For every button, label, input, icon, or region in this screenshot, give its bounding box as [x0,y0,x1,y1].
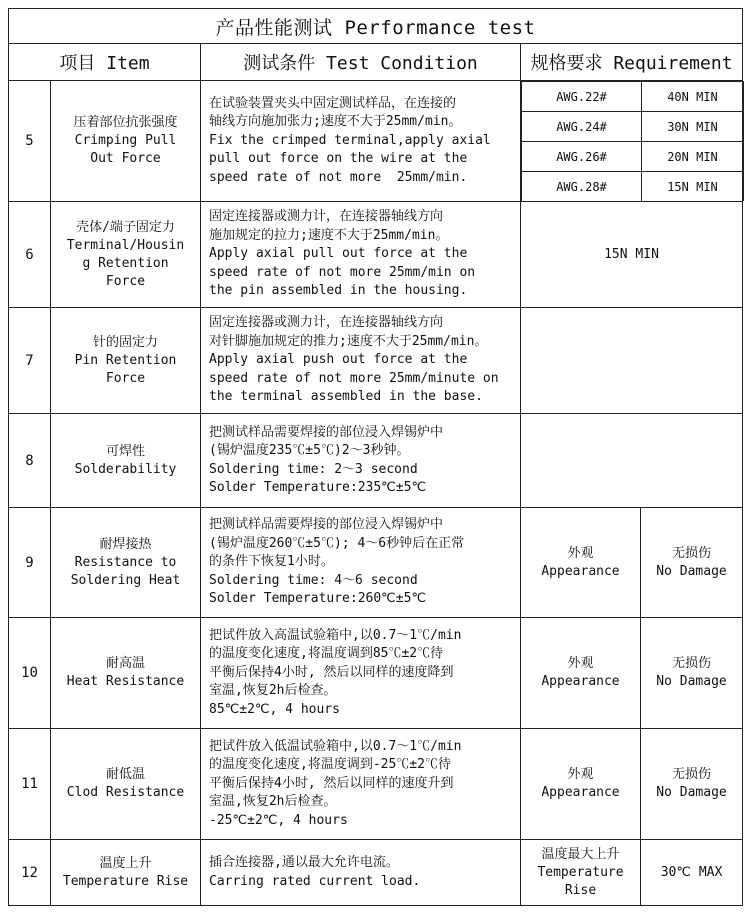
condition-line: (锡炉温度260℃±5℃); 4～6秒钟后在正常 [209,535,465,551]
requirement-result [641,618,743,729]
condition-cell [201,508,521,618]
condition-line: 固定连接器或测力计，在连接器轴线方向 [209,209,444,225]
condition-line: 把测试样品需要焊接的部位浸入焊锡炉中 [209,424,444,440]
requirement-criterion [521,618,641,729]
table-row [9,729,743,840]
condition-line: speed rate of not more 25mm/min. [209,169,468,185]
result-en: No Damage [656,674,727,689]
condition-line: 平衡后保持4小时, 然后以同样的速度降到 [209,664,454,680]
condition-line: 固定连接器或测力计，在连接器轴线方向 [209,315,444,331]
condition-line: Apply axial push out force at the [209,352,468,368]
item-name-en-line: Solderability [74,461,177,477]
row-number: 10 [9,618,51,729]
condition-line: Soldering time: 4～6 second [209,572,418,588]
criterion-en: Appearance [541,563,620,579]
item-name-en-line: Resistance to [74,554,177,570]
result-cn: 无损伤 [672,545,712,561]
condition-cell [201,202,521,308]
item-name-cn: 可焊性 [105,443,145,459]
condition-line: pull out force on the wire at the [209,151,468,167]
table-row [9,840,743,906]
requirement-criterion [521,729,641,840]
item-name-en-line: Out Force [90,151,161,166]
item-name-cn: 耐高温 [105,656,145,671]
criterion-cn: 外观 [567,545,594,561]
item-name-en-line: Soldering Heat [70,572,181,588]
row-number: 5 [9,81,51,202]
table-row [9,81,743,202]
requirement-cell: 15N MIN [521,202,743,308]
condition-line: 插合连接器,通以最大允许电流。 [209,855,399,870]
condition-line: 在试验装置夹头中固定测试样品，在连接的 [209,95,457,111]
criterion-cn: 温度最大上升 [541,846,620,862]
item-name-cn: 耐焊接热 [99,536,152,552]
table-row [9,308,743,414]
condition-line: Soldering time: 2～3 second [209,461,418,477]
header-item: 项目 Item [9,44,201,81]
condition-line: 的温度变化速度,将温度调到-25℃±2℃待 [209,757,451,773]
item-name-cn: 压着部位抗张强度 [73,115,178,130]
condition-cell [201,81,521,202]
item-name-en-line: Force [105,273,146,289]
row-number: 6 [9,202,51,308]
condition-line: Carring rated current load. [209,873,421,889]
condition-cell [201,729,521,840]
awg-size: AWG.26# [522,142,642,172]
criterion-en-line: Temperature [537,864,624,880]
requirement-criterion [521,508,641,618]
criterion-cn: 外观 [567,656,594,671]
condition-line: the terminal assembled in the base. [209,389,483,405]
condition-line: 轴线方向施加张力;速度不大于25mm/min。 [209,114,462,130]
item-cell [51,840,201,906]
condition-cell [201,840,521,906]
condition-line: Solder Temperature:260℃±5℃ [209,591,427,607]
criterion-en: Appearance [541,674,620,689]
criterion-en: Appearance [541,785,620,800]
result-cn: 无损伤 [672,656,712,671]
condition-line: speed rate of not more 25mm/min on [209,264,476,280]
item-name-cn: 壳体/端子固定力 [76,219,175,235]
awg-size: AWG.22# [522,82,642,112]
condition-line: 室温,恢复2h后检查。 [209,683,337,699]
result-en: No Damage [656,563,727,579]
condition-line: 的温度变化速度,将温度调到85℃±2℃待 [209,646,444,662]
requirement-cell [521,414,743,508]
result-cn: 无损伤 [672,767,712,782]
item-name-cn: 温度上升 [99,855,152,871]
item-name-cn: 针的固定力 [92,334,158,350]
item-name-en-line: Force [105,370,146,386]
requirement-result [641,508,743,618]
item-name-en-line: g Retention [82,255,169,271]
condition-line: 对针脚施加规定的推力;速度不大于25mm/min。 [209,333,488,349]
table-title: 产品性能测试 Performance test [9,9,743,44]
condition-line: 85℃±2℃, 4 hours [209,701,340,717]
item-cell [51,508,201,618]
result-en: No Damage [656,785,727,800]
criterion-cn: 外观 [567,767,594,782]
condition-line: 的条件下恢复1小时。 [209,554,334,570]
awg-size: AWG.24# [522,112,642,142]
header-condition: 测试条件 Test Condition [201,44,521,81]
condition-line: 把试件放入高温试验箱中,以0.7～1℃/min [209,627,462,643]
row-number: 9 [9,508,51,618]
header-requirement: 规格要求 Requirement [521,44,743,81]
row-number: 11 [9,729,51,840]
awg-force: 40N MIN [642,82,744,112]
requirement-cell [521,308,743,414]
condition-line: speed rate of not more 25mm/minute on [209,370,499,386]
table-row [9,508,743,618]
requirement-result [641,729,743,840]
condition-line: 平衡后保持4小时, 然后以同样的速度升到 [209,775,454,791]
condition-line: Solder Temperature:235℃±5℃ [209,480,427,495]
item-cell [51,618,201,729]
awg-requirement-table [521,81,744,201]
row-number: 8 [9,414,51,508]
item-name-en-line: Terminal/Housin [66,237,185,253]
row-number: 7 [9,308,51,414]
condition-line: 施加规定的拉力;速度不大于25mm/min。 [209,227,449,243]
condition-line: 室温,恢复2h后检查。 [209,794,337,810]
table-row [9,414,743,508]
condition-cell [201,308,521,414]
awg-force: 15N MIN [642,172,744,202]
performance-test-table [8,8,743,906]
awg-size: AWG.28# [522,172,642,202]
item-name-en-line: Heat Resistance [66,674,185,689]
item-cell [51,81,201,202]
table-row [9,618,743,729]
item-cell [51,729,201,840]
item-cell [51,202,201,308]
requirement-criterion [521,840,641,906]
item-name-cn: 耐低温 [105,767,145,782]
requirement-result: 30℃ MAX [641,840,743,906]
criterion-en-line: Rise [564,882,597,898]
item-name-en-line: Clod Resistance [66,785,185,800]
condition-line: the pin assembled in the housing. [209,283,468,299]
item-cell [51,308,201,414]
condition-line: (锡炉温度235℃±5℃)2～3秒钟。 [209,443,410,458]
requirement-cell [521,81,743,202]
condition-cell [201,414,521,508]
condition-line: Apply axial pull out force at the [209,246,468,262]
condition-line: 把测试样品需要焊接的部位浸入焊锡炉中 [209,517,444,533]
table-row [9,202,743,308]
condition-cell [201,618,521,729]
item-name-en-line: Crimping Pull [74,133,177,148]
item-cell [51,414,201,508]
condition-line: Fix the crimped terminal,apply axial [209,132,491,148]
item-name-en-line: Temperature Rise [62,873,189,889]
condition-line: 把试件放入低温试验箱中,以0.7～1℃/min [209,738,462,754]
item-name-en-line: Pin Retention [74,352,177,368]
row-number: 12 [9,840,51,906]
awg-force: 20N MIN [642,142,744,172]
awg-force: 30N MIN [642,112,744,142]
condition-line: -25℃±2℃, 4 hours [209,812,348,828]
